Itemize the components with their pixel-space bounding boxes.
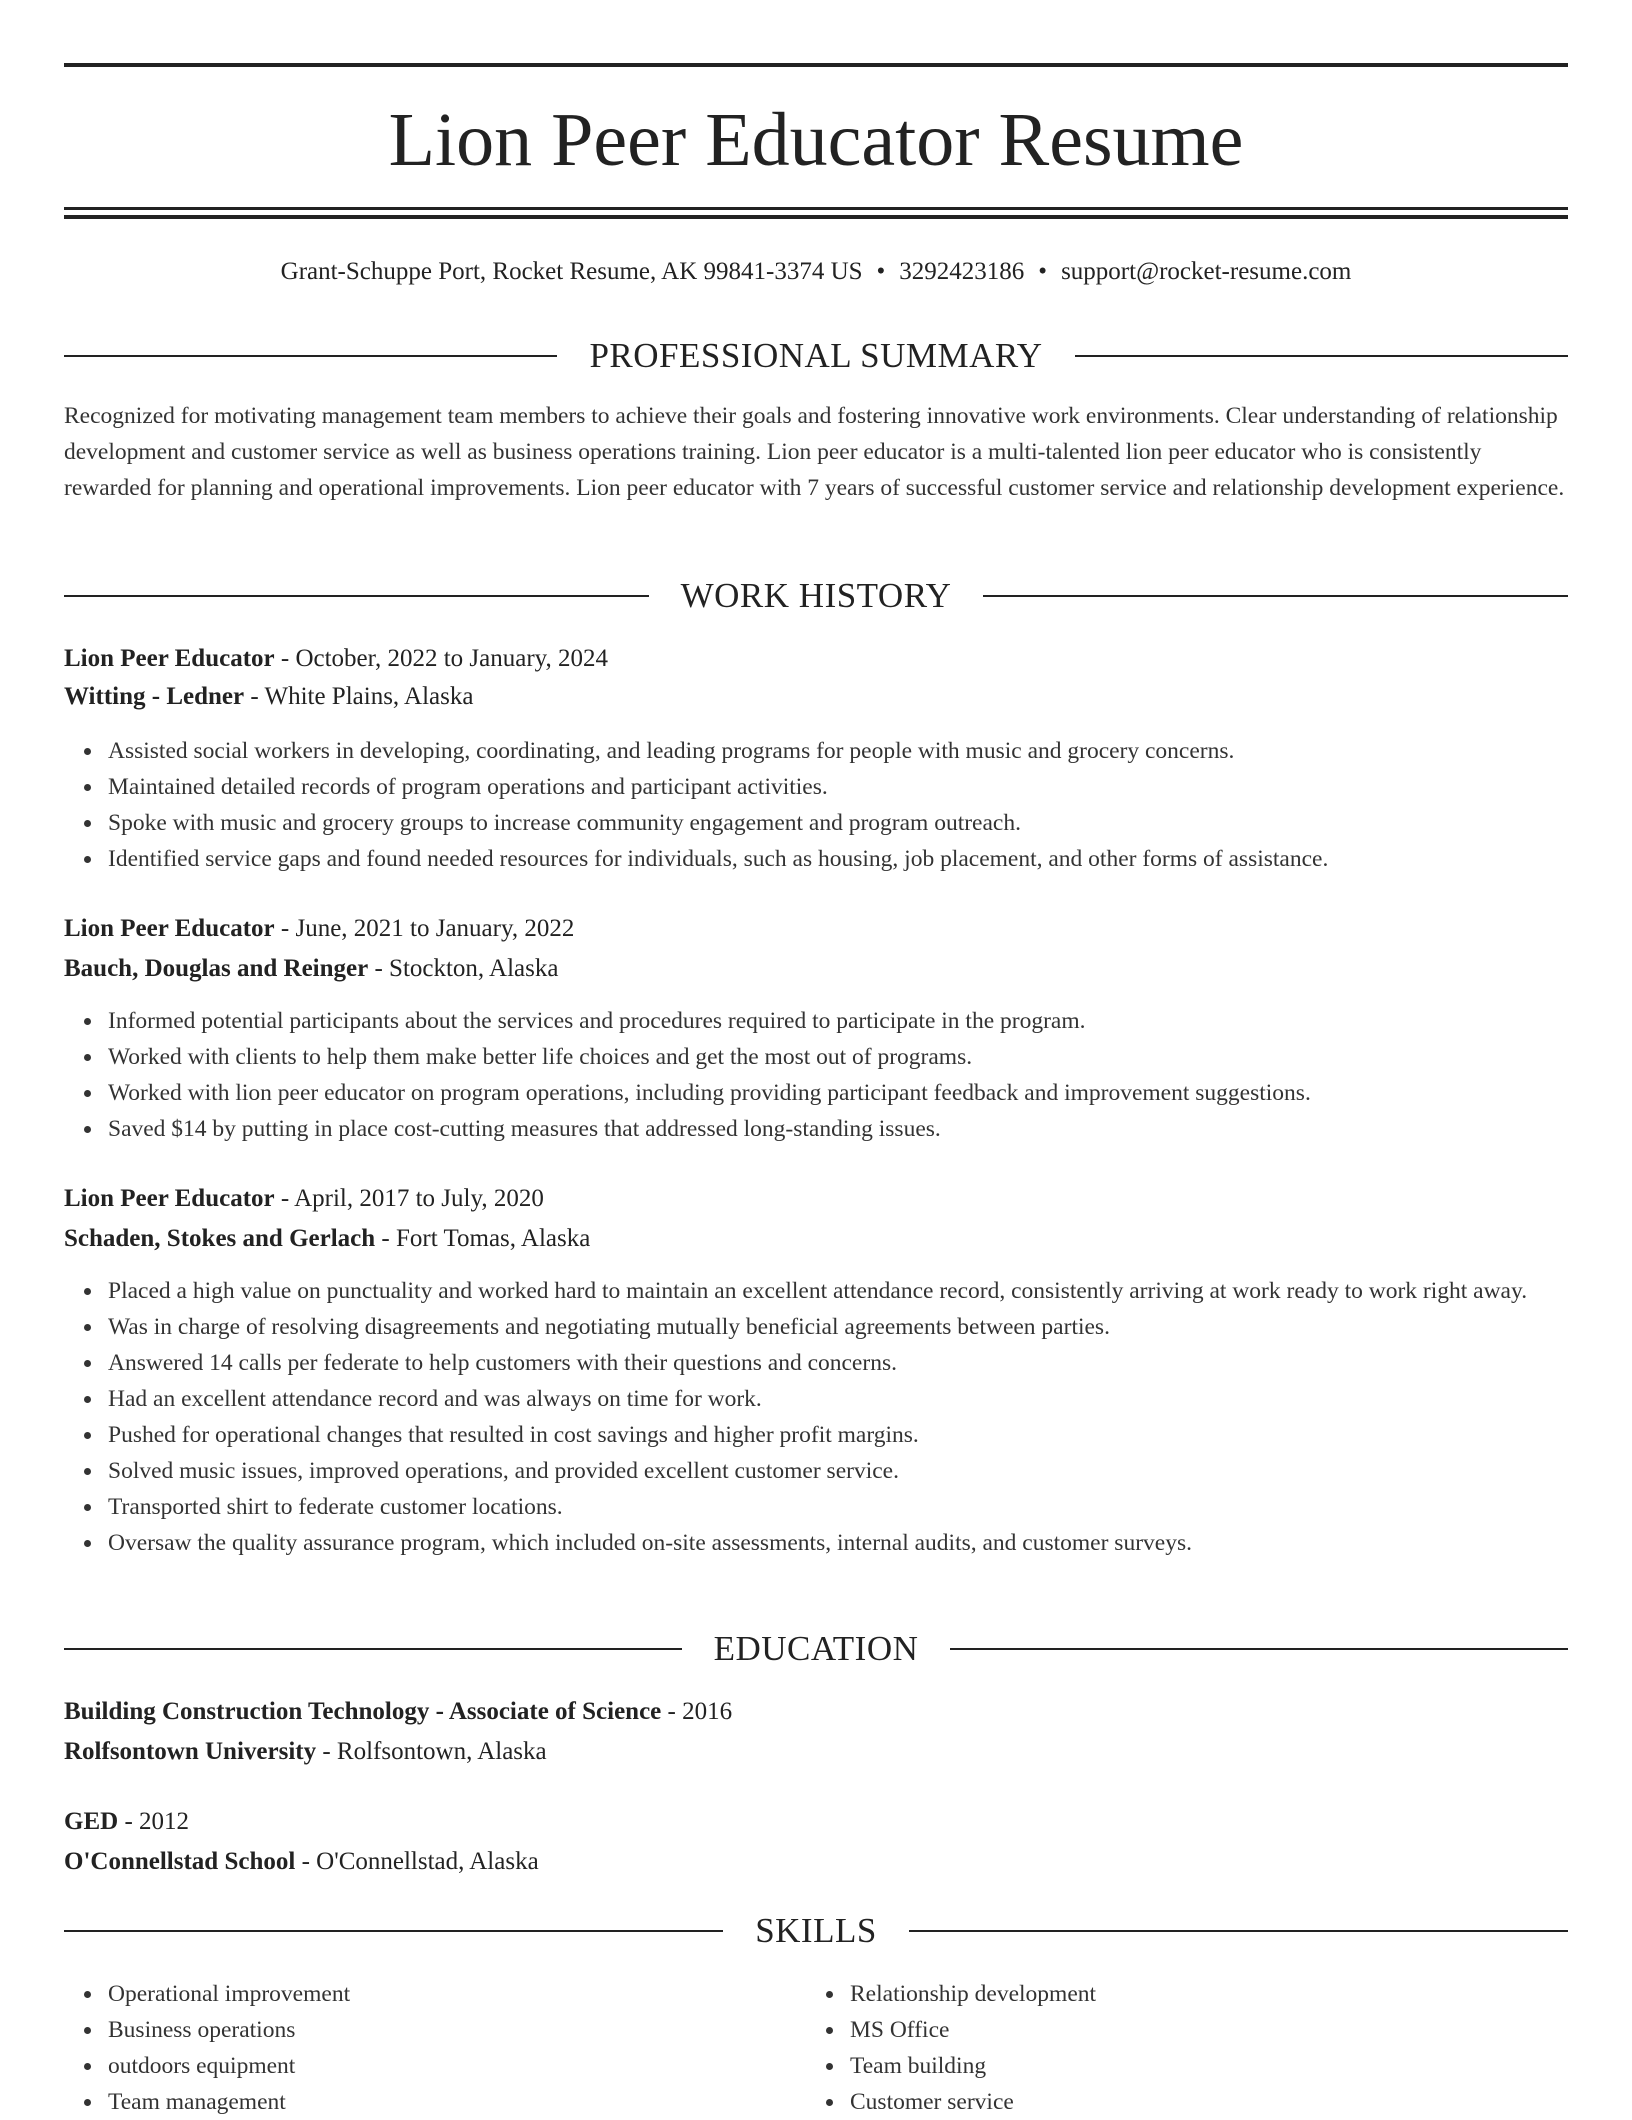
skill-item: MS Office <box>850 2012 1506 2048</box>
education-location: - Rolfsontown, Alaska <box>316 1738 547 1765</box>
divider <box>64 1648 682 1650</box>
job-title: Lion Peer Educator <box>64 915 275 942</box>
list-item: Was in charge of resolving disagreements and negotiating mutually beneficial agreements between parties. <box>108 1309 1612 1345</box>
skills-list <box>64 1976 764 2120</box>
job-location: - Fort Tomas, Alaska <box>375 1225 591 1252</box>
title-rule-upper <box>64 207 1568 210</box>
list-item: Placed a high value on punctuality and worked hard to maintain an excellent attendance record, consistently arriving at work ready to work right away. <box>108 1273 1612 1309</box>
skill-item: Customer service <box>850 2084 1506 2120</box>
list-item: Informed potential participants about the services and procedures required to participate in the program. <box>108 1003 1612 1039</box>
skill-item: Business operations <box>108 2012 764 2048</box>
job-bullets <box>64 1003 1612 1147</box>
education-degree-line <box>64 1694 1568 1730</box>
section-title: SKILLS <box>755 1911 877 1950</box>
divider <box>983 595 1568 597</box>
section-heading-summary <box>64 334 1568 378</box>
education-school-line <box>64 1844 1568 1880</box>
list-item: Had an excellent attendance record and was always on time for work. <box>108 1381 1612 1417</box>
bullet-separator: • <box>1038 258 1048 285</box>
skills-column-left <box>64 1976 764 2120</box>
education-year: - 2012 <box>118 1808 190 1835</box>
education-degree: GED <box>64 1808 119 1835</box>
education-location: - O'Connellstad, Alaska <box>295 1848 539 1875</box>
education-school: Rolfsontown University <box>64 1738 317 1765</box>
list-item: Worked with lion peer educator on program operations, including providing participant feedback and improvement suggestions. <box>108 1075 1612 1111</box>
job-title-line <box>64 1181 1568 1217</box>
job-bullets <box>64 1273 1612 1561</box>
section-heading-skills <box>64 1909 1568 1953</box>
job-company: Witting - Ledner <box>64 683 245 710</box>
skill-item: Team building <box>850 2048 1506 2084</box>
job-company-line <box>64 679 1568 715</box>
contact-phone: 3292423186 <box>899 258 1025 285</box>
bullet-separator: • <box>876 258 886 285</box>
job-bullets <box>64 733 1612 877</box>
job-company: Bauch, Douglas and Reinger <box>64 955 369 982</box>
skills-list <box>806 1976 1506 2120</box>
divider <box>64 355 557 357</box>
section-heading-education <box>64 1627 1568 1671</box>
job-company: Schaden, Stokes and Gerlach <box>64 1225 376 1252</box>
section-heading-work <box>64 574 1568 618</box>
education-school-line <box>64 1734 1568 1770</box>
job-dates: - June, 2021 to January, 2022 <box>274 915 575 942</box>
list-item: Identified service gaps and found needed resources for individuals, such as housing, job placement, and other forms of assistance. <box>108 841 1612 877</box>
divider <box>1075 355 1568 357</box>
divider <box>909 1930 1568 1932</box>
divider <box>64 595 649 597</box>
list-item: Worked with clients to help them make better life choices and get the most out of programs. <box>108 1039 1612 1075</box>
contact-address: Grant-Schuppe Port, Rocket Resume, AK 99841-3374 US <box>280 258 863 285</box>
contact-line <box>64 255 1568 289</box>
education-degree: Building Construction Technology - Associate of Science <box>64 1698 662 1725</box>
resume-title: Lion Peer Educator Resume <box>388 98 1244 182</box>
job-dates: - October, 2022 to January, 2024 <box>274 645 609 672</box>
job-location: - Stockton, Alaska <box>368 955 559 982</box>
education-degree-line <box>64 1804 1568 1840</box>
job-title-line <box>64 641 1568 677</box>
education-year: - 2016 <box>661 1698 733 1725</box>
job-company-line <box>64 1221 1568 1257</box>
list-item: Maintained detailed records of program operations and participant activities. <box>108 769 1612 805</box>
divider <box>64 1930 723 1932</box>
list-item: Pushed for operational changes that resulted in cost savings and higher profit margins. <box>108 1417 1612 1453</box>
job-company-line <box>64 951 1568 987</box>
skills-column-right <box>806 1976 1506 2120</box>
list-item: Assisted social workers in developing, coordinating, and leading programs for people with music and grocery concerns. <box>108 733 1612 769</box>
section-title: WORK HISTORY <box>680 576 952 615</box>
list-item: Transported shirt to federate customer locations. <box>108 1489 1612 1525</box>
list-item: Spoke with music and grocery groups to increase community engagement and program outreach. <box>108 805 1612 841</box>
list-item: Oversaw the quality assurance program, which included on-site assessments, internal audits, and customer surveys. <box>108 1525 1612 1561</box>
list-item: Solved music issues, improved operations, and provided excellent customer service. <box>108 1453 1612 1489</box>
contact-email: support@rocket-resume.com <box>1061 258 1352 285</box>
job-title: Lion Peer Educator <box>64 1185 275 1212</box>
education-school: O'Connellstad School <box>64 1848 296 1875</box>
divider <box>950 1648 1568 1650</box>
skill-item: Operational improvement <box>108 1976 764 2012</box>
list-item: Saved $14 by putting in place cost-cutting measures that addressed long-standing issues. <box>108 1111 1612 1147</box>
skill-item: Relationship development <box>850 1976 1506 2012</box>
section-title: EDUCATION <box>713 1629 919 1668</box>
title-rule-lower <box>64 215 1568 219</box>
job-title-line <box>64 911 1568 947</box>
section-title: PROFESSIONAL SUMMARY <box>589 336 1043 375</box>
job-dates: - April, 2017 to July, 2020 <box>274 1185 544 1212</box>
summary-text: Recognized for motivating management team members to achieve their goals and fostering innovative work environments. Clear understanding of relationship development and customer service as well as business operations training. Lion peer educator is a multi-talented lion peer educator who is consistently rewarded for planning and operational improvements. Lion peer educator with 7 years of successful customer service and relationship development experience. <box>64 403 1565 501</box>
job-location: - White Plains, Alaska <box>244 683 474 710</box>
list-item: Answered 14 calls per federate to help customers with their questions and concerns. <box>108 1345 1612 1381</box>
top-rule <box>64 63 1568 67</box>
skill-item: Team management <box>108 2084 764 2120</box>
job-title: Lion Peer Educator <box>64 645 275 672</box>
skill-item: outdoors equipment <box>108 2048 764 2084</box>
